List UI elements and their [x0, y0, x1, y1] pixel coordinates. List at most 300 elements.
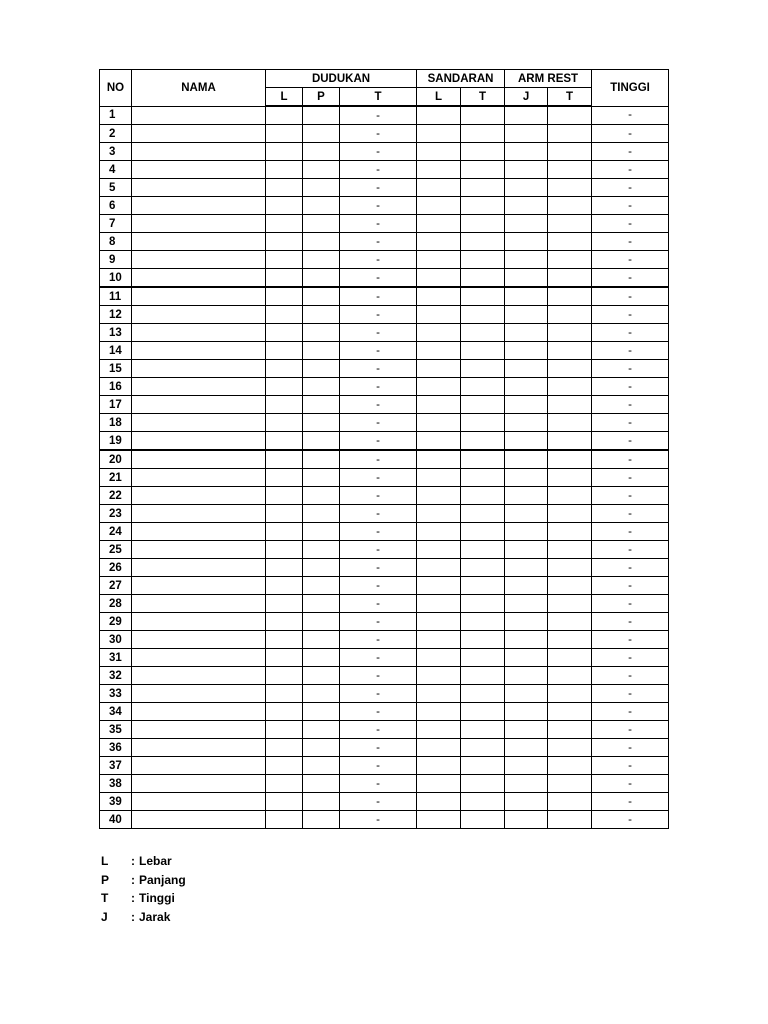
cell-tinggi: -: [592, 414, 669, 432]
cell-dudukan-p: [303, 360, 340, 378]
cell-sandaran-t: [461, 649, 505, 667]
measurement-table: [99, 69, 669, 829]
cell-sandaran-t: [461, 613, 505, 631]
table-row: [100, 793, 669, 811]
cell-nama: [132, 649, 266, 667]
cell-dudukan-l: [266, 649, 303, 667]
cell-armrest-t: [548, 595, 592, 613]
cell-dudukan-p: [303, 523, 340, 541]
cell-dudukan-l: [266, 269, 303, 288]
cell-dudukan-t: -: [340, 432, 417, 451]
cell-nama: [132, 523, 266, 541]
cell-armrest-t: [548, 721, 592, 739]
cell-sandaran-l: [417, 161, 461, 179]
cell-sandaran-t: [461, 269, 505, 288]
cell-sandaran-t: [461, 793, 505, 811]
legend: [101, 852, 186, 926]
table-row: [100, 559, 669, 577]
cell-dudukan-t: -: [340, 215, 417, 233]
cell-dudukan-t: -: [340, 685, 417, 703]
cell-nama: [132, 125, 266, 143]
cell-armrest-t: [548, 613, 592, 631]
cell-sandaran-t: [461, 739, 505, 757]
cell-dudukan-l: [266, 287, 303, 306]
cell-armrest-t: [548, 450, 592, 469]
cell-nama: [132, 775, 266, 793]
cell-sandaran-t: [461, 106, 505, 125]
cell-tinggi: -: [592, 757, 669, 775]
cell-sandaran-t: [461, 414, 505, 432]
cell-sandaran-l: [417, 414, 461, 432]
cell-armrest-j: [505, 721, 548, 739]
cell-no: 17: [100, 396, 132, 414]
cell-dudukan-l: [266, 793, 303, 811]
header-no: NO: [100, 70, 132, 107]
cell-dudukan-l: [266, 233, 303, 251]
cell-dudukan-p: [303, 179, 340, 197]
cell-sandaran-t: [461, 577, 505, 595]
cell-armrest-t: [548, 215, 592, 233]
table-row: [100, 360, 669, 378]
cell-dudukan-t: -: [340, 739, 417, 757]
cell-armrest-j: [505, 324, 548, 342]
cell-tinggi: -: [592, 793, 669, 811]
cell-armrest-j: [505, 613, 548, 631]
table-row: [100, 811, 669, 829]
cell-armrest-j: [505, 793, 548, 811]
cell-tinggi: -: [592, 324, 669, 342]
cell-sandaran-t: [461, 125, 505, 143]
cell-armrest-t: [548, 306, 592, 324]
cell-dudukan-p: [303, 414, 340, 432]
cell-tinggi: -: [592, 703, 669, 721]
cell-nama: [132, 721, 266, 739]
cell-sandaran-l: [417, 505, 461, 523]
cell-no: 12: [100, 306, 132, 324]
cell-dudukan-l: [266, 487, 303, 505]
table-body: [100, 106, 669, 829]
table-row: [100, 306, 669, 324]
cell-nama: [132, 378, 266, 396]
cell-nama: [132, 541, 266, 559]
cell-no: 2: [100, 125, 132, 143]
legend-item: [101, 871, 186, 890]
table-row: [100, 667, 669, 685]
cell-no: 23: [100, 505, 132, 523]
cell-tinggi: -: [592, 487, 669, 505]
table-row: [100, 179, 669, 197]
legend-label: Panjang: [139, 872, 186, 887]
table-row: [100, 215, 669, 233]
cell-no: 33: [100, 685, 132, 703]
cell-armrest-j: [505, 161, 548, 179]
cell-armrest-t: [548, 793, 592, 811]
table-row: [100, 269, 669, 288]
cell-dudukan-p: [303, 541, 340, 559]
cell-dudukan-p: [303, 793, 340, 811]
cell-no: 30: [100, 631, 132, 649]
cell-tinggi: -: [592, 378, 669, 396]
cell-dudukan-p: [303, 324, 340, 342]
cell-tinggi: -: [592, 577, 669, 595]
cell-no: 20: [100, 450, 132, 469]
subheader-armrest-t: T: [548, 88, 592, 107]
cell-no: 21: [100, 469, 132, 487]
cell-tinggi: -: [592, 613, 669, 631]
table-row: [100, 125, 669, 143]
cell-armrest-t: [548, 324, 592, 342]
cell-dudukan-l: [266, 505, 303, 523]
cell-sandaran-t: [461, 251, 505, 269]
cell-sandaran-l: [417, 793, 461, 811]
cell-dudukan-l: [266, 739, 303, 757]
cell-dudukan-t: -: [340, 197, 417, 215]
cell-armrest-j: [505, 559, 548, 577]
cell-armrest-t: [548, 469, 592, 487]
cell-dudukan-p: [303, 215, 340, 233]
cell-no: 24: [100, 523, 132, 541]
cell-dudukan-l: [266, 595, 303, 613]
table-row: [100, 414, 669, 432]
cell-dudukan-l: [266, 125, 303, 143]
cell-nama: [132, 215, 266, 233]
cell-armrest-t: [548, 251, 592, 269]
table-row: [100, 324, 669, 342]
cell-sandaran-l: [417, 179, 461, 197]
cell-nama: [132, 161, 266, 179]
cell-dudukan-p: [303, 233, 340, 251]
cell-dudukan-p: [303, 811, 340, 829]
cell-no: 36: [100, 739, 132, 757]
cell-dudukan-t: -: [340, 541, 417, 559]
cell-nama: [132, 667, 266, 685]
cell-dudukan-p: [303, 577, 340, 595]
legend-separator: :: [131, 909, 135, 924]
cell-dudukan-t: -: [340, 396, 417, 414]
cell-armrest-t: [548, 559, 592, 577]
cell-armrest-j: [505, 703, 548, 721]
cell-sandaran-l: [417, 215, 461, 233]
cell-sandaran-t: [461, 306, 505, 324]
cell-dudukan-p: [303, 667, 340, 685]
cell-no: 22: [100, 487, 132, 505]
cell-dudukan-p: [303, 775, 340, 793]
cell-sandaran-l: [417, 559, 461, 577]
cell-nama: [132, 269, 266, 288]
cell-dudukan-l: [266, 251, 303, 269]
cell-sandaran-l: [417, 739, 461, 757]
cell-dudukan-t: -: [340, 505, 417, 523]
cell-dudukan-p: [303, 649, 340, 667]
cell-armrest-t: [548, 378, 592, 396]
cell-nama: [132, 757, 266, 775]
cell-dudukan-l: [266, 523, 303, 541]
cell-dudukan-t: -: [340, 125, 417, 143]
cell-sandaran-t: [461, 595, 505, 613]
cell-dudukan-p: [303, 469, 340, 487]
cell-tinggi: -: [592, 541, 669, 559]
cell-dudukan-p: [303, 631, 340, 649]
cell-armrest-t: [548, 197, 592, 215]
cell-dudukan-t: -: [340, 324, 417, 342]
cell-armrest-t: [548, 487, 592, 505]
cell-dudukan-l: [266, 469, 303, 487]
cell-armrest-j: [505, 342, 548, 360]
cell-sandaran-l: [417, 450, 461, 469]
cell-dudukan-t: -: [340, 233, 417, 251]
cell-sandaran-l: [417, 685, 461, 703]
cell-sandaran-l: [417, 631, 461, 649]
cell-sandaran-t: [461, 469, 505, 487]
cell-sandaran-l: [417, 251, 461, 269]
cell-nama: [132, 106, 266, 125]
cell-tinggi: -: [592, 342, 669, 360]
cell-dudukan-p: [303, 106, 340, 125]
cell-sandaran-l: [417, 287, 461, 306]
cell-armrest-t: [548, 523, 592, 541]
cell-tinggi: -: [592, 306, 669, 324]
cell-armrest-t: [548, 342, 592, 360]
cell-nama: [132, 505, 266, 523]
cell-sandaran-t: [461, 161, 505, 179]
cell-sandaran-l: [417, 577, 461, 595]
cell-no: 10: [100, 269, 132, 288]
cell-sandaran-l: [417, 703, 461, 721]
cell-dudukan-l: [266, 324, 303, 342]
cell-no: 28: [100, 595, 132, 613]
cell-sandaran-l: [417, 378, 461, 396]
cell-armrest-j: [505, 757, 548, 775]
cell-dudukan-t: -: [340, 757, 417, 775]
cell-sandaran-l: [417, 775, 461, 793]
cell-no: 14: [100, 342, 132, 360]
table-row: [100, 757, 669, 775]
cell-dudukan-p: [303, 306, 340, 324]
cell-armrest-t: [548, 811, 592, 829]
cell-nama: [132, 179, 266, 197]
cell-nama: [132, 287, 266, 306]
cell-nama: [132, 197, 266, 215]
cell-nama: [132, 432, 266, 451]
cell-no: 19: [100, 432, 132, 451]
legend-item: [101, 889, 186, 908]
table-row: [100, 487, 669, 505]
cell-sandaran-t: [461, 215, 505, 233]
cell-sandaran-l: [417, 541, 461, 559]
cell-armrest-t: [548, 287, 592, 306]
cell-dudukan-t: -: [340, 106, 417, 125]
cell-tinggi: -: [592, 360, 669, 378]
table-row: [100, 685, 669, 703]
cell-sandaran-l: [417, 306, 461, 324]
cell-nama: [132, 559, 266, 577]
cell-no: 34: [100, 703, 132, 721]
cell-dudukan-p: [303, 685, 340, 703]
table-row: [100, 631, 669, 649]
cell-armrest-t: [548, 685, 592, 703]
cell-dudukan-p: [303, 269, 340, 288]
cell-sandaran-t: [461, 143, 505, 161]
cell-dudukan-t: -: [340, 595, 417, 613]
cell-sandaran-l: [417, 757, 461, 775]
cell-dudukan-l: [266, 432, 303, 451]
cell-armrest-j: [505, 125, 548, 143]
table-row: [100, 649, 669, 667]
cell-sandaran-t: [461, 631, 505, 649]
cell-dudukan-l: [266, 721, 303, 739]
cell-dudukan-t: -: [340, 793, 417, 811]
cell-no: 16: [100, 378, 132, 396]
cell-nama: [132, 414, 266, 432]
table-row: [100, 143, 669, 161]
cell-no: 40: [100, 811, 132, 829]
cell-dudukan-p: [303, 505, 340, 523]
header-sandaran: SANDARAN: [417, 70, 505, 88]
cell-dudukan-p: [303, 721, 340, 739]
table-row: [100, 197, 669, 215]
cell-dudukan-l: [266, 559, 303, 577]
cell-sandaran-t: [461, 757, 505, 775]
cell-armrest-j: [505, 450, 548, 469]
table-row: [100, 541, 669, 559]
cell-nama: [132, 631, 266, 649]
cell-dudukan-t: -: [340, 469, 417, 487]
cell-no: 5: [100, 179, 132, 197]
table-row: [100, 739, 669, 757]
cell-armrest-t: [548, 143, 592, 161]
cell-sandaran-t: [461, 432, 505, 451]
cell-sandaran-l: [417, 667, 461, 685]
cell-tinggi: -: [592, 811, 669, 829]
cell-sandaran-t: [461, 703, 505, 721]
legend-item: [101, 852, 186, 871]
table-row: [100, 251, 669, 269]
legend-item: [101, 908, 186, 927]
cell-armrest-t: [548, 432, 592, 451]
cell-dudukan-p: [303, 595, 340, 613]
cell-no: 37: [100, 757, 132, 775]
cell-no: 11: [100, 287, 132, 306]
cell-dudukan-l: [266, 631, 303, 649]
header-arm-rest: ARM REST: [505, 70, 592, 88]
cell-dudukan-l: [266, 667, 303, 685]
cell-dudukan-t: -: [340, 143, 417, 161]
cell-sandaran-l: [417, 342, 461, 360]
cell-dudukan-l: [266, 161, 303, 179]
cell-tinggi: -: [592, 233, 669, 251]
cell-dudukan-t: -: [340, 161, 417, 179]
table-row: [100, 505, 669, 523]
table-row: [100, 721, 669, 739]
cell-sandaran-t: [461, 559, 505, 577]
cell-sandaran-t: [461, 378, 505, 396]
cell-sandaran-l: [417, 811, 461, 829]
subheader-sandaran-l: L: [417, 88, 461, 107]
cell-armrest-j: [505, 269, 548, 288]
cell-sandaran-l: [417, 233, 461, 251]
cell-dudukan-l: [266, 396, 303, 414]
cell-dudukan-p: [303, 450, 340, 469]
cell-dudukan-t: -: [340, 577, 417, 595]
cell-armrest-j: [505, 775, 548, 793]
cell-tinggi: -: [592, 523, 669, 541]
cell-dudukan-l: [266, 703, 303, 721]
cell-tinggi: -: [592, 469, 669, 487]
cell-tinggi: -: [592, 432, 669, 451]
cell-dudukan-t: -: [340, 667, 417, 685]
cell-armrest-j: [505, 739, 548, 757]
cell-no: 31: [100, 649, 132, 667]
cell-nama: [132, 233, 266, 251]
cell-sandaran-t: [461, 685, 505, 703]
header-tinggi: TINGGI: [592, 70, 669, 107]
cell-armrest-j: [505, 287, 548, 306]
cell-armrest-j: [505, 233, 548, 251]
cell-dudukan-p: [303, 287, 340, 306]
cell-armrest-j: [505, 667, 548, 685]
cell-sandaran-l: [417, 269, 461, 288]
cell-nama: [132, 577, 266, 595]
cell-sandaran-l: [417, 487, 461, 505]
cell-armrest-t: [548, 233, 592, 251]
cell-sandaran-l: [417, 360, 461, 378]
cell-sandaran-t: [461, 287, 505, 306]
table-row: [100, 577, 669, 595]
table-header: [100, 70, 669, 107]
cell-dudukan-p: [303, 613, 340, 631]
cell-tinggi: -: [592, 269, 669, 288]
cell-sandaran-l: [417, 324, 461, 342]
table-row: [100, 613, 669, 631]
cell-no: 18: [100, 414, 132, 432]
cell-nama: [132, 469, 266, 487]
legend-separator: :: [131, 854, 135, 869]
cell-armrest-j: [505, 685, 548, 703]
cell-nama: [132, 324, 266, 342]
cell-sandaran-l: [417, 595, 461, 613]
cell-tinggi: -: [592, 559, 669, 577]
cell-dudukan-l: [266, 306, 303, 324]
cell-tinggi: -: [592, 721, 669, 739]
cell-dudukan-l: [266, 577, 303, 595]
table-row: [100, 450, 669, 469]
cell-no: 6: [100, 197, 132, 215]
table-row: [100, 432, 669, 451]
cell-tinggi: -: [592, 215, 669, 233]
subheader-dudukan-t: T: [340, 88, 417, 107]
cell-armrest-j: [505, 631, 548, 649]
cell-nama: [132, 703, 266, 721]
cell-armrest-j: [505, 595, 548, 613]
header-nama: NAMA: [132, 70, 266, 107]
cell-sandaran-t: [461, 450, 505, 469]
cell-sandaran-l: [417, 432, 461, 451]
cell-dudukan-t: -: [340, 251, 417, 269]
cell-no: 7: [100, 215, 132, 233]
cell-armrest-t: [548, 106, 592, 125]
cell-armrest-t: [548, 739, 592, 757]
cell-tinggi: -: [592, 667, 669, 685]
cell-dudukan-t: -: [340, 378, 417, 396]
cell-sandaran-t: [461, 487, 505, 505]
cell-nama: [132, 396, 266, 414]
cell-no: 1: [100, 106, 132, 125]
cell-dudukan-l: [266, 613, 303, 631]
cell-no: 9: [100, 251, 132, 269]
cell-sandaran-l: [417, 197, 461, 215]
cell-dudukan-l: [266, 757, 303, 775]
cell-no: 26: [100, 559, 132, 577]
